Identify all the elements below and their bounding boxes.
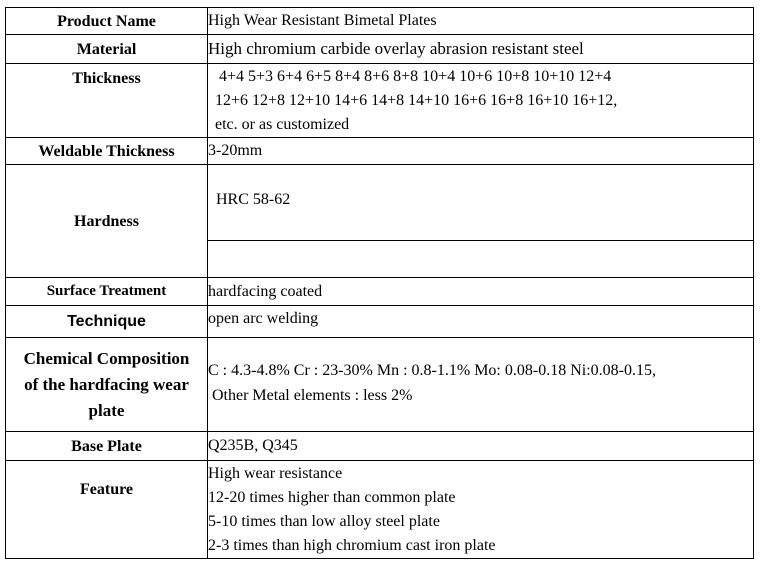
thickness-line: 4+4 5+3 6+4 6+5 8+4 8+6 8+8 10+4 10+6 10+8 10+10 12+4 [219, 67, 612, 85]
chem-line: C : 4.3-4.8% Cr : 23-30% Mn : 0.8-1.1% Mo: 0.08-0.18 Ni:0.08-0.15, [208, 362, 656, 379]
value-material: High chromium carbide overlay abrasion resistant steel [208, 35, 754, 64]
spec-table [5, 7, 754, 559]
chem-label-line: Chemical Composition [23, 348, 190, 368]
value-surface-treatment: hardfacing coated [208, 278, 754, 306]
value-weldable-thickness: 3-20mm [208, 138, 754, 165]
thickness-line: 12+6 12+8 12+10 14+6 14+8 14+10 16+6 16+8 16+10 16+12, [215, 91, 618, 109]
label-hardness: Hardness [6, 165, 208, 278]
label-product-name: Product Name [6, 8, 208, 35]
feature-line: 2-3 times than high chromium cast iron plate [208, 537, 496, 554]
hardness-empty-subrow [208, 240, 753, 277]
row-chemical-composition [6, 338, 754, 432]
feature-line: 5-10 times than low alloy steel plate [208, 513, 440, 530]
thickness-line: etc. or as customized [215, 115, 350, 133]
value-hardness-cell [208, 165, 754, 278]
value-thickness [208, 64, 754, 138]
label-material: Material [6, 35, 208, 64]
label-weldable-thickness: Weldable Thickness [6, 138, 208, 165]
row-product-name [6, 8, 754, 35]
label-technique: Technique [6, 306, 208, 338]
row-thickness [6, 64, 754, 138]
label-feature: Feature [6, 461, 208, 559]
value-technique: open arc welding [208, 306, 754, 338]
value-chemical-composition [208, 338, 754, 432]
label-thickness: Thickness [6, 64, 208, 138]
label-base-plate: Base Plate [6, 432, 208, 461]
value-feature [208, 461, 754, 559]
row-weldable-thickness [6, 138, 754, 165]
value-hardness: HRC 58-62 [216, 191, 291, 208]
row-technique [6, 306, 754, 338]
value-base-plate: Q235B, Q345 [208, 432, 754, 461]
row-surface-treatment [6, 278, 754, 306]
feature-line: 12-20 times higher than common plate [208, 489, 456, 506]
label-surface-treatment: Surface Treatment [6, 278, 208, 306]
label-chemical-composition [6, 338, 208, 432]
chem-label-line: plate [88, 400, 125, 420]
row-feature [6, 461, 754, 559]
row-hardness [6, 165, 754, 278]
value-product-name: High Wear Resistant Bimetal Plates [208, 8, 754, 35]
chem-label-line: of the hardfacing wear [24, 374, 189, 394]
row-material [6, 35, 754, 64]
feature-line: High wear resistance [208, 465, 343, 482]
row-base-plate [6, 432, 754, 461]
chem-line: Other Metal elements : less 2% [208, 387, 413, 404]
